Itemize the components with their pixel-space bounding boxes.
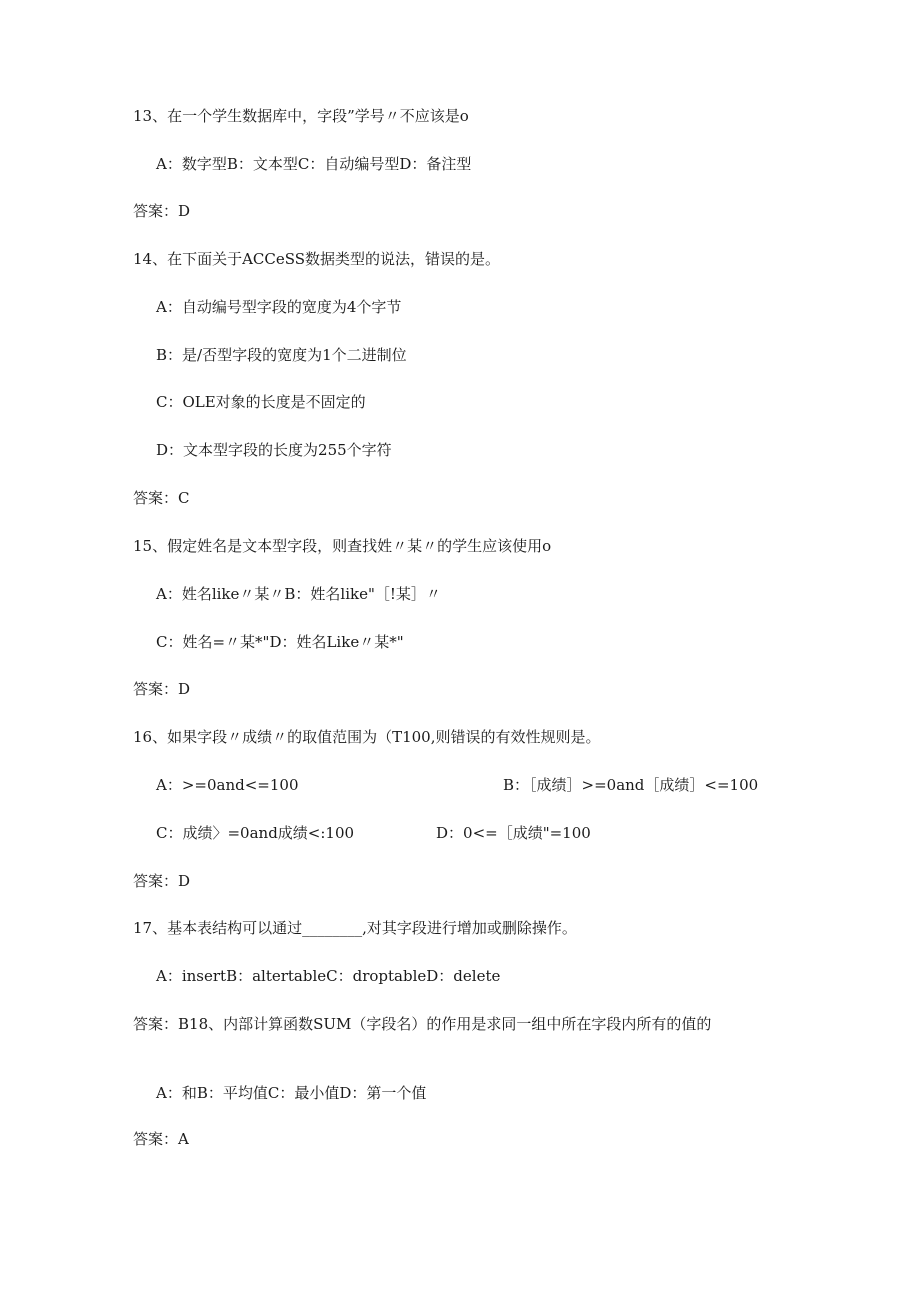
- question-16-option-b: B：［成绩］>=0and［成绩］<=100: [503, 776, 759, 794]
- question-17: 17、基本表结构可以通过________,对其字段进行增加或删除操作。: [133, 919, 577, 937]
- question-13: 13、在一个学生数据库中，字段”学号〃不应该是o: [133, 107, 469, 125]
- question-14-option-b: B：是/否型字段的宽度为1个二进制位: [156, 346, 407, 364]
- question-15-options-cd: C：姓名=〃某*"D：姓名Like〃某*": [156, 633, 404, 651]
- question-18-options: A：和B：平均值C：最小值D：第一个值: [156, 1084, 427, 1102]
- question-15-answer: 答案：D: [133, 680, 191, 698]
- question-13-options: A：数字型B：文本型C：自动编号型D：备注型: [156, 155, 472, 173]
- question-14-option-a: A：自动编号型字段的宽度为4个字节: [156, 298, 402, 316]
- question-16: 16、如果字段〃成绩〃的取值范围为（T100,则错误的有效性规则是。: [133, 728, 601, 746]
- question-14-option-c: C：OLE对象的长度是不固定的: [156, 393, 366, 411]
- question-17-options: A：insertB：altertableC：droptableD：delete: [156, 967, 501, 985]
- question-16-answer: 答案：D: [133, 872, 191, 890]
- question-17-answer-and-question-18: 答案：B18、内部计算函数SUM（字段名）的作用是求同一组中所在字段内所有的值的: [133, 1015, 712, 1033]
- question-16-option-a: A：>=0and<=100: [156, 776, 299, 794]
- question-15-options-ab: A：姓名like〃某〃B：姓名like"［!某］〃: [156, 585, 441, 603]
- question-16-option-d: D：0<=［成绩"=100: [436, 824, 591, 842]
- question-15: 15、假定姓名是文本型字段，则查找姓〃某〃的学生应该使用o: [133, 537, 552, 555]
- question-13-answer: 答案：D: [133, 202, 191, 220]
- question-14-option-d: D：文本型字段的长度为255个字符: [156, 441, 392, 459]
- question-14: 14、在下面关于ACCeSS数据类型的说法，错误的是。: [133, 250, 501, 268]
- question-14-answer: 答案：C: [133, 489, 190, 507]
- question-16-option-c: C：成绩〉=0and成绩<:100: [156, 824, 355, 842]
- question-18-answer: 答案：A: [133, 1130, 189, 1148]
